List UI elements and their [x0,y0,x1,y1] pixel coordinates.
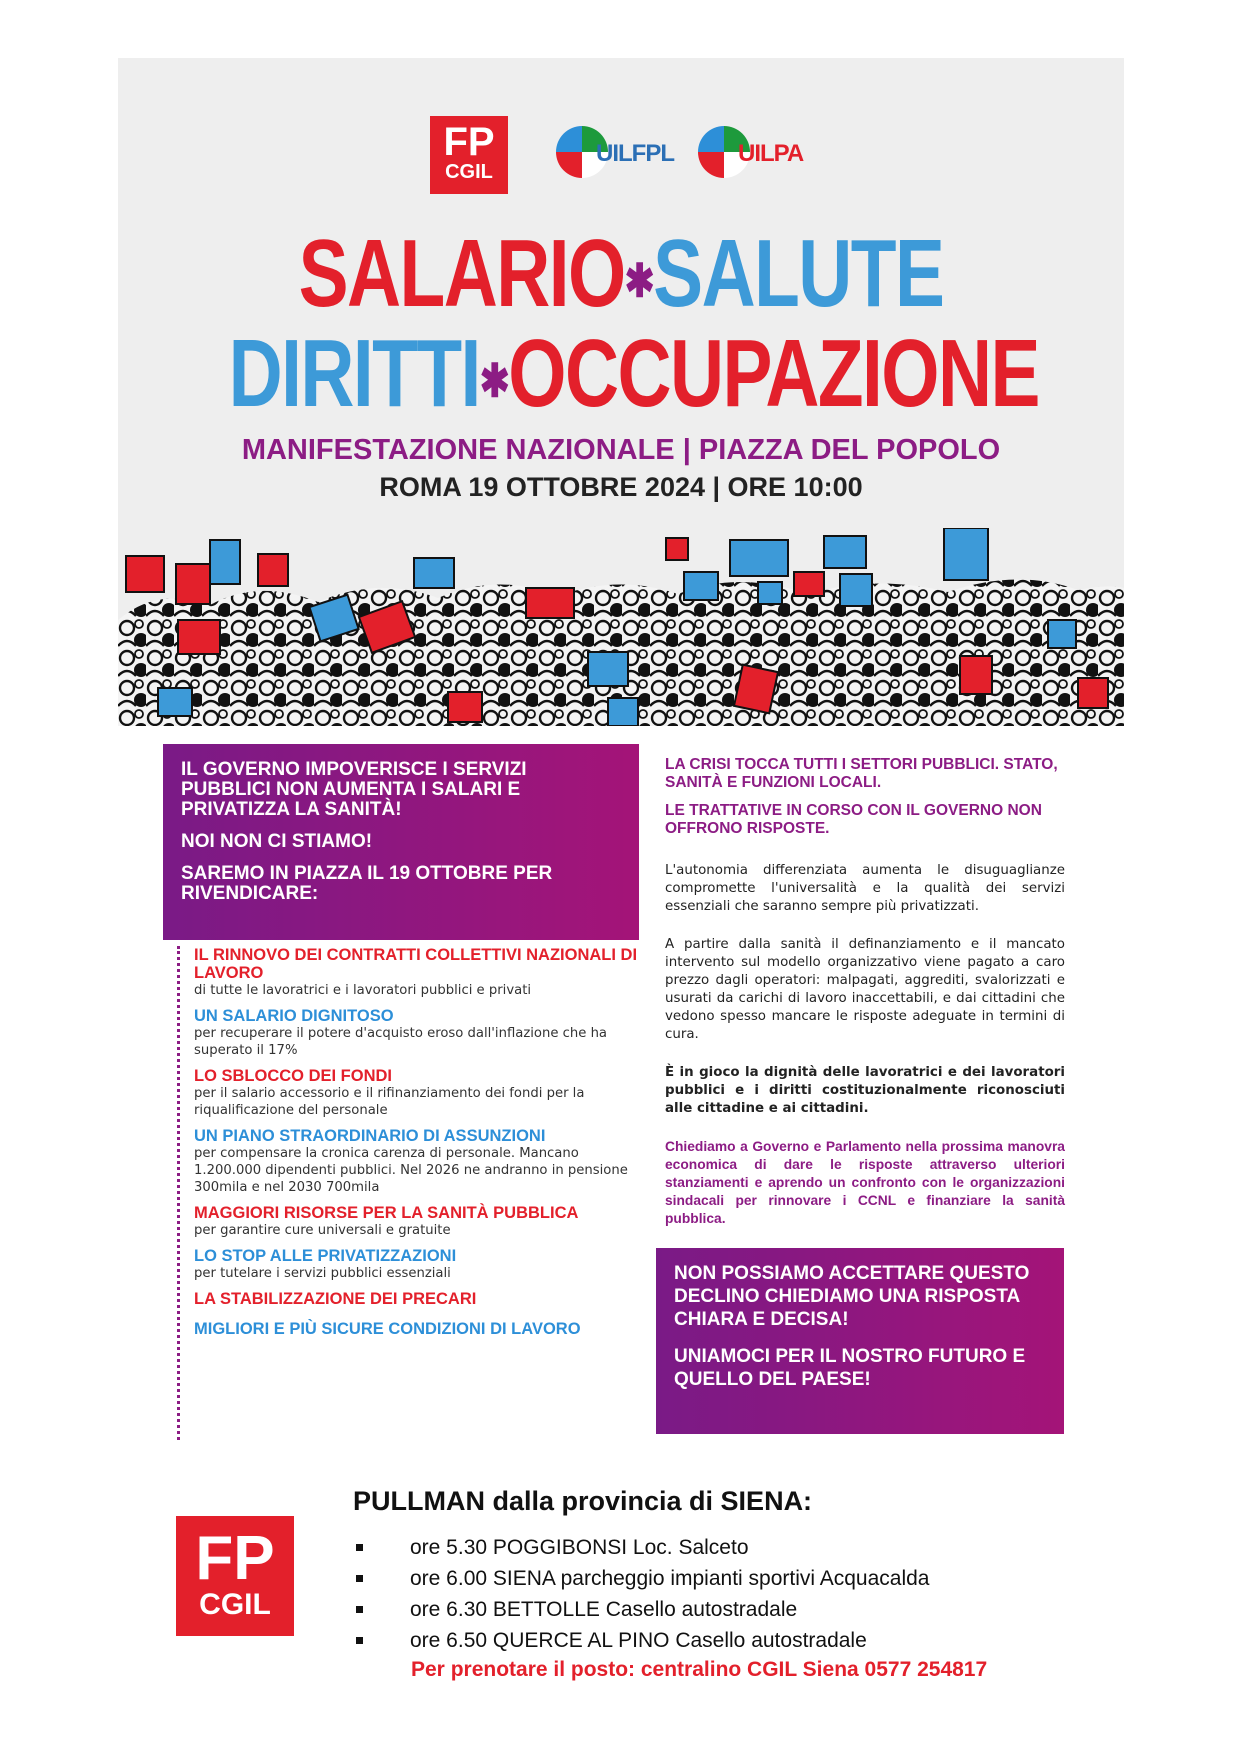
demand-description: di tutte le lavoratrici e i lavoratori pubblici e privati [194,983,532,998]
fp-cgil-logo [430,116,508,194]
autonomy-paragraph: L'autonomia differenziata aumenta le disuguaglianze compromette l'universalità e la qualità dei servizi essenziali che saranno sempre più privatizzati. [665,863,1065,914]
asterisk-icon: ✱ [479,354,509,407]
fp-logo-text: FP [443,120,495,164]
demands-list [177,946,647,1440]
list-item [194,1204,647,1239]
uilfpl-logo-text: UILFPL [596,140,674,167]
event-date-time: ROMA 19 OTTOBRE 2024 | ORE 10:00 [379,472,863,502]
request-paragraph: Chiediamo a Governo e Parlamento nella prossima manovra economica di dare le risposte attraverso ulteriori stanziamenti e aprendo un confronto con le organizzazioni sindacali per rinnovare i CCNL e finanziare la sanità pubblica. [665,1139,1065,1226]
demand-description: per garantire cure universali e gratuite [194,1223,451,1238]
booking-info: Per prenotare il posto: centralino CGIL Siena 0577 254817 [411,1658,988,1681]
right-column-text [665,756,1065,1228]
list-item [352,1594,929,1625]
demand-title: MAGGIORI RISORSE PER LA SANITÀ PUBBLICA [194,1204,579,1222]
square-bullet-icon [356,1637,363,1644]
headline-diritti: DIRITTI [228,320,480,427]
crisis-heading: LA CRISI TOCCA TUTTI I SETTORI PUBBLICI. STATO, SANITÀ E FUNZIONI LOCALI. [665,756,1058,791]
closing-line-2: UNIAMOCI PER IL NOSTRO FUTURO E QUELLO DEL PAESE! [674,1346,1026,1390]
stop-text: ore 6.50 QUERCE AL PINO Casello autostradale [410,1629,867,1652]
list-item [352,1532,929,1563]
list-item [194,1007,647,1059]
fp-logo-text: FP [195,1524,275,1593]
pullman-stops-list [352,1532,929,1656]
pullman-title: PULLMAN dalla provincia di SIENA: [353,1486,813,1516]
demand-title: LA STABILIZZAZIONE DEI PRECARI [194,1290,477,1308]
stop-text: ore 5.30 POGGIBONSI Loc. Salceto [410,1536,749,1559]
event-subheading: MANIFESTAZIONE NAZIONALE | PIAZZA DEL POPOLO [241,434,1001,466]
list-item [194,1127,647,1196]
demand-title: LO STOP ALLE PRIVATIZZAZIONI [194,1247,457,1265]
healthcare-paragraph: A partire dalla sanità il definanziamento e il mancato intervento sul modello organizzativo viene pagato a caro prezzo dagli operatori: malpagati, aggrediti, svalorizzati e usurati da carichi di lavoro inaccettabili, e dai cittadini che vedono spesso mancare le risposte adeguate in termini di cura. [665,937,1065,1042]
list-item [194,1290,647,1308]
closing-statement-box [656,1248,1064,1434]
uilfpl-logo [556,118,716,184]
list-item [352,1563,929,1594]
cgil-logo-text: CGIL [445,161,493,183]
stop-text: ore 6.00 SIENA parcheggio impianti sportivi Acquacalda [410,1567,930,1590]
demand-title: UN SALARIO DIGNITOSO [194,1007,394,1025]
intro-line-2: NOI NON CI STIAMO! [181,831,373,852]
poster-header [118,58,1124,726]
headline-line-1 [229,220,1014,327]
fp-cgil-logo-bottom [176,1516,294,1636]
intro-line-3: SAREMO IN PIAZZA IL 19 OTTOBRE PER RIVENDICARE: [181,863,553,904]
negotiations-heading: LE TRATTATIVE IN CORSO CON IL GOVERNO NON OFFRONO RISPOSTE. [665,802,1042,837]
crowd-illustration [118,528,1124,726]
uilpa-logo [698,118,838,184]
list-item [194,946,647,999]
demand-description: per compensare la cronica carenza di personale. Mancano 1.200.000 dipendenti pubblici. Nel 2026 ne andranno in pensione 300mila e nel 2030 700mila [194,1146,628,1195]
intro-statement-box [163,744,639,940]
closing-line-1: NON POSSIAMO ACCETTARE QUESTO DECLINO CHIEDIAMO UNA RISPOSTA CHIARA E DECISA! [674,1263,1030,1330]
stop-text: ore 6.30 BETTOLLE Casello autostradale [410,1598,798,1621]
demand-title: UN PIANO STRAORDINARIO DI ASSUNZIONI [194,1127,546,1145]
square-bullet-icon [356,1606,363,1613]
list-item [194,1247,647,1282]
demand-description: per il salario accessorio e il rifinanziamento dei fondi per la riqualificazione del personale [194,1086,585,1118]
square-bullet-icon [356,1575,363,1582]
headline-salute: SALUTE [653,220,944,327]
demand-description: per tutelare i servizi pubblici essenziali [194,1266,451,1281]
demand-title: MIGLIORI E PIÙ SICURE CONDIZIONI DI LAVORO [194,1320,581,1338]
headline-line-2 [228,320,1039,427]
list-item [194,1067,647,1119]
list-item [352,1625,929,1656]
demand-title: IL RINNOVO DEI CONTRATTI COLLETTIVI NAZIONALI DI LAVORO [194,946,638,982]
uilpa-logo-text: UILPA [738,140,804,167]
headline-occupazione: OCCUPAZIONE [508,320,1039,427]
headline-salario: SALARIO [298,220,625,327]
intro-line-1: IL GOVERNO IMPOVERISCE I SERVIZI PUBBLICI NON AUMENTA I SALARI E PRIVATIZZA LA SANITÀ! [181,759,527,820]
asterisk-icon: ✱ [624,254,654,307]
dignity-paragraph: È in gioco la dignità delle lavoratrici e dei lavoratori pubblici e i diritti costituzionalmente riconosciuti alle cittadine e ai cittadini. [665,1065,1065,1116]
list-item [194,1320,647,1338]
cgil-logo-text: CGIL [199,1588,271,1621]
square-bullet-icon [356,1544,363,1551]
demand-description: per recuperare il potere d'acquisto eroso dall'inflazione che ha superato il 17% [194,1026,608,1058]
demand-title: LO SBLOCCO DEI FONDI [194,1067,392,1085]
